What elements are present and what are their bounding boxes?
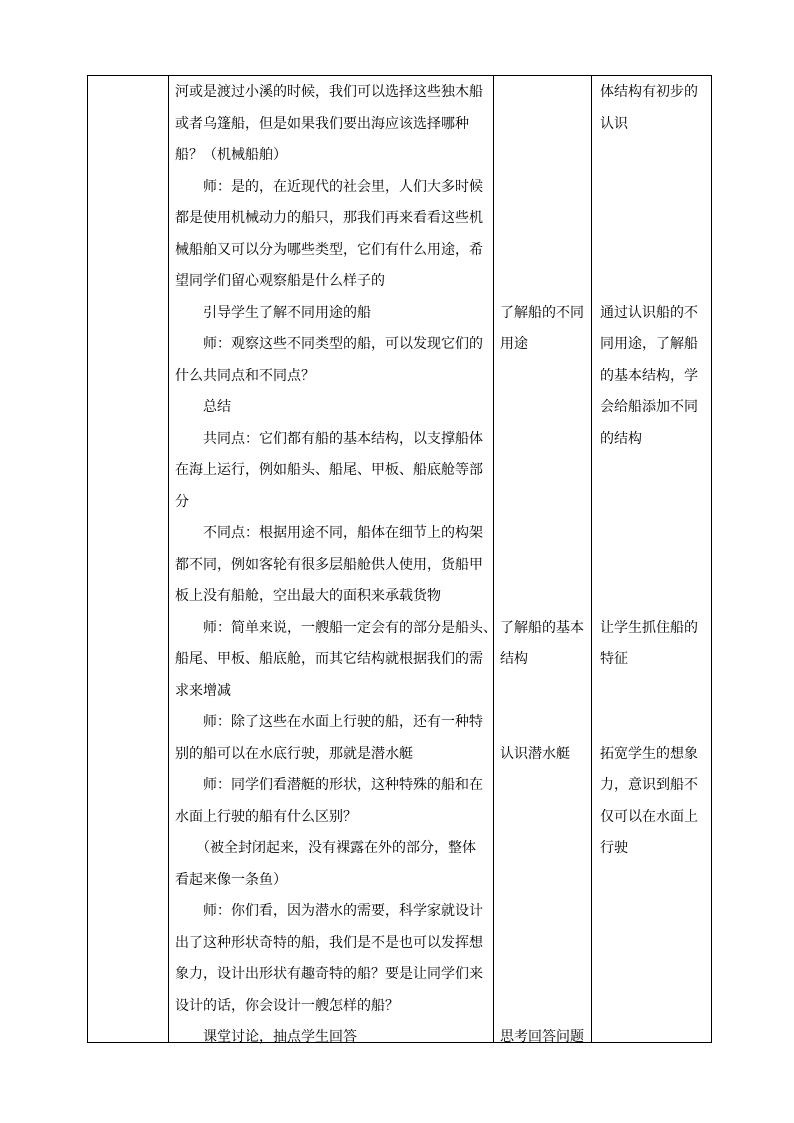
text-line: 会给船添加不同 xyxy=(600,399,698,415)
text-line: 师：你们看，因为潜水的需要，科学家就设计 xyxy=(175,903,483,919)
table-row xyxy=(88,76,712,1043)
teaching-process-cell xyxy=(169,76,497,1045)
text-line: 什么共同点和不同点？ xyxy=(175,367,315,384)
text-line: 都是使用机械动力的船只，那我们再来看看这些机 xyxy=(175,210,483,226)
text-line: 分 xyxy=(175,493,189,510)
text-line: 让学生抓住船的 xyxy=(600,619,698,636)
text-line: 望同学们留心观察船是什么样子的 xyxy=(175,273,385,289)
text-line: 师：除了这些在水面上行驶的船，还有一种特 xyxy=(175,714,483,730)
text-line: 拓宽学生的想象 xyxy=(600,745,698,762)
text-line: 结构 xyxy=(500,651,528,667)
text-line: 了解船的不同 xyxy=(500,304,584,321)
text-line: 械船舶又可以分为哪些类型，它们有什么用途，希 xyxy=(175,241,483,258)
text-line: 思考回答问题 xyxy=(500,1029,584,1045)
text-line: 板上没有船舱，空出最大的面积来承载货物 xyxy=(175,588,441,604)
text-line: 同用途，了解船 xyxy=(600,336,698,352)
text-line: 了解船的基本 xyxy=(500,619,584,636)
lesson-plan-table xyxy=(87,75,712,1043)
text-line: 力，意识到船不 xyxy=(600,777,698,793)
text-line: 认识 xyxy=(600,115,628,132)
text-line: 或者乌篷船，但是如果我们要出海应该选择哪种 xyxy=(175,115,469,132)
text-line: 仅可以在水面上 xyxy=(600,808,698,825)
text-line: 的基本结构，学 xyxy=(600,367,698,384)
text-line: 引导学生了解不同用途的船 xyxy=(175,304,371,321)
text-line: 体结构有初步的 xyxy=(600,84,698,100)
text-line: 象力，设计出形状有趣奇特的船？要是让同学们来 xyxy=(175,966,483,982)
student-activity-cell xyxy=(494,76,592,1043)
text-line: 求来增减 xyxy=(175,682,231,699)
text-line: 用途 xyxy=(500,336,528,352)
text-line: 出了这种形状奇特的船，我们是不是也可以发挥想 xyxy=(175,934,483,951)
text-line: 的结构 xyxy=(600,430,642,447)
text-line: 行驶 xyxy=(600,840,628,856)
text-line: 不同点：根据用途不同，船体在细节上的构架 xyxy=(175,525,483,541)
text-line: 船尾、甲板、船底舱，而其它结构就根据我们的需 xyxy=(175,651,483,667)
text-line: 师：是的，在近现代的社会里，人们大多时候 xyxy=(175,178,483,195)
text-line: 别的船可以在水底行驶，那就是潜水艇 xyxy=(175,745,413,762)
text-line: 设计的话，你会设计一艘怎样的船？ xyxy=(175,997,399,1014)
text-line: （被全封闭起来，没有裸露在外的部分，整体 xyxy=(175,840,476,856)
text-line: 河或是渡过小溪的时候，我们可以选择这些独木船 xyxy=(175,84,483,100)
text-line: 水面上行驶的船有什么区别？ xyxy=(175,808,357,825)
text-line: 共同点：它们都有船的基本结构，以支撑船体 xyxy=(175,430,483,447)
text-line: 认识潜水艇 xyxy=(500,745,570,762)
text-line: 师：观察这些不同类型的船，可以发现它们的 xyxy=(175,336,483,352)
blank-column-cell xyxy=(88,76,169,1043)
text-line: 师：同学们看潜艇的形状，这种特殊的船和在 xyxy=(175,777,483,793)
text-line: 船？（机械船舶） xyxy=(175,147,287,163)
text-line: 在海上运行，例如船头、船尾、甲板、船底舱等部 xyxy=(175,462,483,478)
text-line: 都不同，例如客轮有很多层船舱供人使用，货船甲 xyxy=(175,556,483,573)
text-line: 课堂讨论，抽点学生回答 xyxy=(175,1029,357,1045)
design-intent-cell xyxy=(592,76,712,1043)
text-line: 看起来像一条鱼） xyxy=(175,871,287,888)
text-line: 师：简单来说，一艘船一定会有的部分是船头、 xyxy=(175,619,497,636)
text-line: 通过认识船的不 xyxy=(600,304,698,321)
text-line: 总结 xyxy=(175,399,231,415)
text-line: 特征 xyxy=(600,651,628,667)
